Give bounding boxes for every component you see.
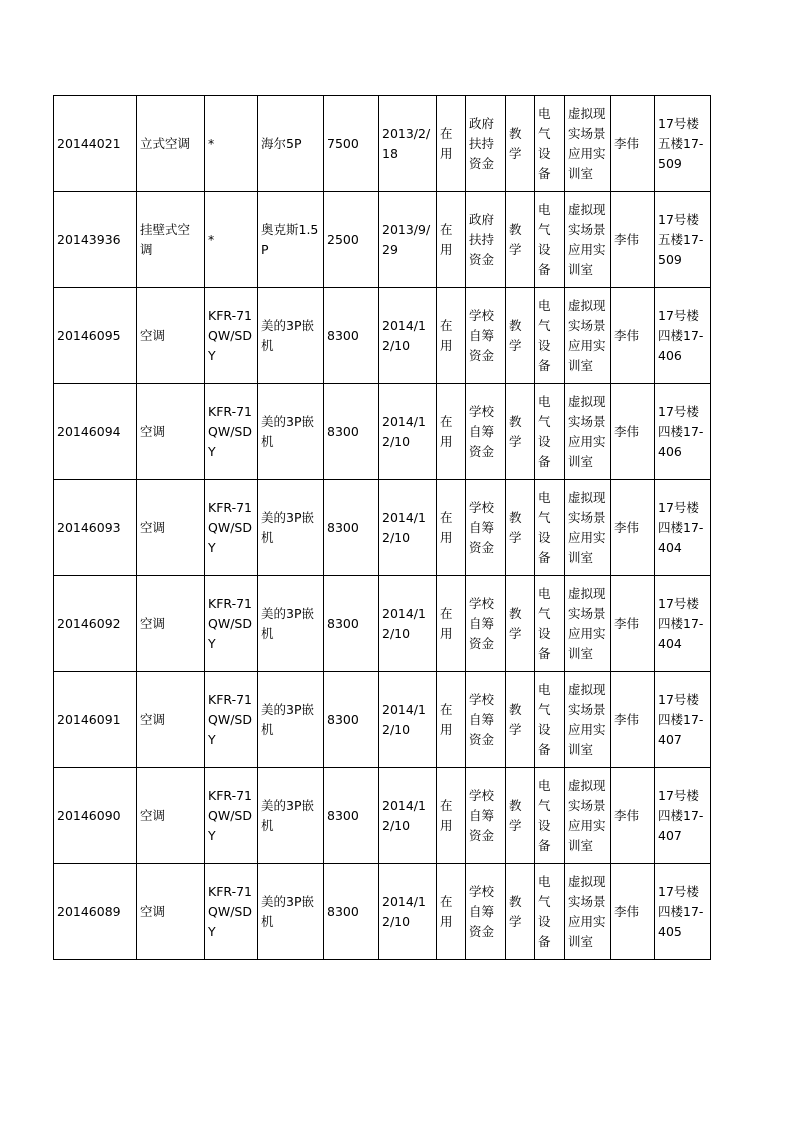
- asset-code-cell: 20146089: [54, 864, 137, 960]
- category-cell: 电气设备: [535, 288, 565, 384]
- table-row: [54, 480, 711, 576]
- purchase-date-cell: 2014/12/10: [379, 672, 437, 768]
- purchase-date-cell: 2014/12/10: [379, 864, 437, 960]
- asset-name-cell: 立式空调: [137, 96, 205, 192]
- asset-name-cell: 空调: [137, 288, 205, 384]
- funding-source-cell: 学校自筹资金: [466, 864, 506, 960]
- purchase-date-cell: 2013/9/29: [379, 192, 437, 288]
- category-cell: 电气设备: [535, 864, 565, 960]
- purpose-cell: 教学: [506, 384, 535, 480]
- asset-model-cell: KFR-71QW/SDY: [205, 576, 258, 672]
- location-cell: 17号楼四楼17-406: [655, 384, 711, 480]
- asset-model-cell: KFR-71QW/SDY: [205, 672, 258, 768]
- asset-name-cell: 空调: [137, 480, 205, 576]
- asset-name-cell: 空调: [137, 672, 205, 768]
- purchase-date-cell: 2013/2/18: [379, 96, 437, 192]
- status-cell: 在用: [437, 864, 466, 960]
- asset-name-cell: 空调: [137, 384, 205, 480]
- asset-price-cell: 8300: [324, 864, 379, 960]
- table-row: [54, 96, 711, 192]
- status-cell: 在用: [437, 672, 466, 768]
- asset-model-cell: KFR-71QW/SDY: [205, 384, 258, 480]
- asset-price-cell: 8300: [324, 768, 379, 864]
- asset-model-cell: KFR-71QW/SDY: [205, 768, 258, 864]
- asset-price-cell: 7500: [324, 96, 379, 192]
- department-cell: 虚拟现实场景应用实训室: [565, 576, 611, 672]
- location-cell: 17号楼四楼17-406: [655, 288, 711, 384]
- purpose-cell: 教学: [506, 576, 535, 672]
- asset-model-cell: *: [205, 96, 258, 192]
- asset-code-cell: 20143936: [54, 192, 137, 288]
- table-row: [54, 864, 711, 960]
- department-cell: 虚拟现实场景应用实训室: [565, 864, 611, 960]
- location-cell: 17号楼四楼17-404: [655, 576, 711, 672]
- asset-spec-cell: 奥克斯1.5P: [258, 192, 324, 288]
- department-cell: 虚拟现实场景应用实训室: [565, 480, 611, 576]
- status-cell: 在用: [437, 768, 466, 864]
- keeper-cell: 李伟: [611, 480, 655, 576]
- category-cell: 电气设备: [535, 672, 565, 768]
- asset-code-cell: 20146091: [54, 672, 137, 768]
- asset-price-cell: 8300: [324, 672, 379, 768]
- department-cell: 虚拟现实场景应用实训室: [565, 672, 611, 768]
- asset-price-cell: 8300: [324, 384, 379, 480]
- funding-source-cell: 学校自筹资金: [466, 576, 506, 672]
- asset-name-cell: 挂壁式空调: [137, 192, 205, 288]
- keeper-cell: 李伟: [611, 384, 655, 480]
- purchase-date-cell: 2014/12/10: [379, 288, 437, 384]
- asset-table-body: [54, 96, 711, 960]
- asset-table: [53, 95, 711, 960]
- purchase-date-cell: 2014/12/10: [379, 384, 437, 480]
- purpose-cell: 教学: [506, 96, 535, 192]
- funding-source-cell: 学校自筹资金: [466, 768, 506, 864]
- status-cell: 在用: [437, 384, 466, 480]
- asset-code-cell: 20146092: [54, 576, 137, 672]
- asset-price-cell: 2500: [324, 192, 379, 288]
- location-cell: 17号楼四楼17-407: [655, 672, 711, 768]
- asset-spec-cell: 美的3P嵌机: [258, 768, 324, 864]
- table-row: [54, 768, 711, 864]
- category-cell: 电气设备: [535, 576, 565, 672]
- asset-model-cell: KFR-71QW/SDY: [205, 288, 258, 384]
- asset-model-cell: KFR-71QW/SDY: [205, 480, 258, 576]
- purchase-date-cell: 2014/12/10: [379, 768, 437, 864]
- asset-code-cell: 20146093: [54, 480, 137, 576]
- status-cell: 在用: [437, 480, 466, 576]
- funding-source-cell: 政府扶持资金: [466, 96, 506, 192]
- location-cell: 17号楼四楼17-405: [655, 864, 711, 960]
- location-cell: 17号楼五楼17-509: [655, 192, 711, 288]
- asset-spec-cell: 美的3P嵌机: [258, 672, 324, 768]
- asset-spec-cell: 海尔5P: [258, 96, 324, 192]
- asset-spec-cell: 美的3P嵌机: [258, 288, 324, 384]
- asset-code-cell: 20146094: [54, 384, 137, 480]
- purpose-cell: 教学: [506, 768, 535, 864]
- category-cell: 电气设备: [535, 192, 565, 288]
- asset-code-cell: 20144021: [54, 96, 137, 192]
- keeper-cell: 李伟: [611, 192, 655, 288]
- asset-price-cell: 8300: [324, 480, 379, 576]
- purpose-cell: 教学: [506, 672, 535, 768]
- asset-code-cell: 20146090: [54, 768, 137, 864]
- keeper-cell: 李伟: [611, 672, 655, 768]
- asset-name-cell: 空调: [137, 768, 205, 864]
- asset-model-cell: KFR-71QW/SDY: [205, 864, 258, 960]
- keeper-cell: 李伟: [611, 768, 655, 864]
- asset-price-cell: 8300: [324, 576, 379, 672]
- asset-code-cell: 20146095: [54, 288, 137, 384]
- status-cell: 在用: [437, 288, 466, 384]
- department-cell: 虚拟现实场景应用实训室: [565, 288, 611, 384]
- asset-name-cell: 空调: [137, 864, 205, 960]
- asset-spec-cell: 美的3P嵌机: [258, 864, 324, 960]
- category-cell: 电气设备: [535, 480, 565, 576]
- table-row: [54, 288, 711, 384]
- asset-spec-cell: 美的3P嵌机: [258, 480, 324, 576]
- table-row: [54, 192, 711, 288]
- category-cell: 电气设备: [535, 384, 565, 480]
- asset-spec-cell: 美的3P嵌机: [258, 576, 324, 672]
- keeper-cell: 李伟: [611, 576, 655, 672]
- category-cell: 电气设备: [535, 768, 565, 864]
- department-cell: 虚拟现实场景应用实训室: [565, 768, 611, 864]
- status-cell: 在用: [437, 96, 466, 192]
- keeper-cell: 李伟: [611, 96, 655, 192]
- funding-source-cell: 政府扶持资金: [466, 192, 506, 288]
- keeper-cell: 李伟: [611, 864, 655, 960]
- department-cell: 虚拟现实场景应用实训室: [565, 384, 611, 480]
- department-cell: 虚拟现实场景应用实训室: [565, 192, 611, 288]
- asset-spec-cell: 美的3P嵌机: [258, 384, 324, 480]
- funding-source-cell: 学校自筹资金: [466, 288, 506, 384]
- table-row: [54, 576, 711, 672]
- location-cell: 17号楼四楼17-404: [655, 480, 711, 576]
- purpose-cell: 教学: [506, 192, 535, 288]
- funding-source-cell: 学校自筹资金: [466, 480, 506, 576]
- purpose-cell: 教学: [506, 480, 535, 576]
- status-cell: 在用: [437, 192, 466, 288]
- purchase-date-cell: 2014/12/10: [379, 480, 437, 576]
- asset-model-cell: *: [205, 192, 258, 288]
- location-cell: 17号楼四楼17-407: [655, 768, 711, 864]
- funding-source-cell: 学校自筹资金: [466, 384, 506, 480]
- funding-source-cell: 学校自筹资金: [466, 672, 506, 768]
- purchase-date-cell: 2014/12/10: [379, 576, 437, 672]
- department-cell: 虚拟现实场景应用实训室: [565, 96, 611, 192]
- purpose-cell: 教学: [506, 288, 535, 384]
- table-row: [54, 672, 711, 768]
- asset-price-cell: 8300: [324, 288, 379, 384]
- asset-name-cell: 空调: [137, 576, 205, 672]
- keeper-cell: 李伟: [611, 288, 655, 384]
- location-cell: 17号楼五楼17-509: [655, 96, 711, 192]
- category-cell: 电气设备: [535, 96, 565, 192]
- table-row: [54, 384, 711, 480]
- status-cell: 在用: [437, 576, 466, 672]
- purpose-cell: 教学: [506, 864, 535, 960]
